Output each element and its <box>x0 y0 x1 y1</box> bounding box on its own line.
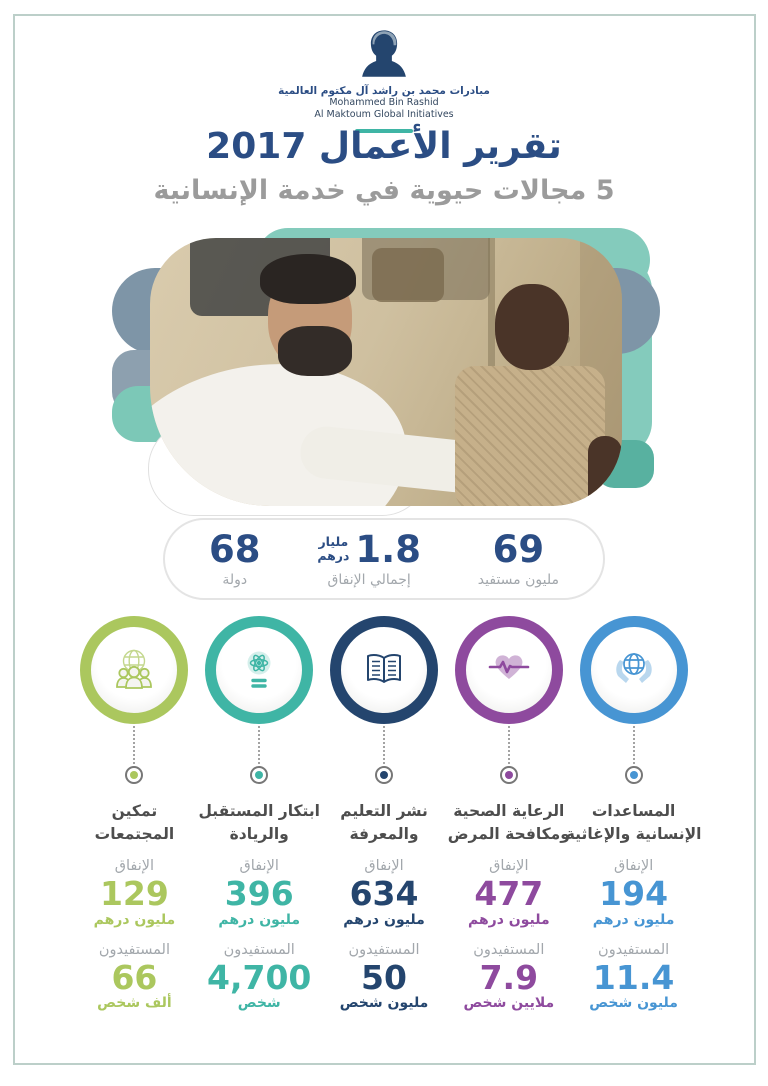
summary-countries-value: 68 <box>209 527 261 571</box>
category-dot <box>125 766 143 784</box>
spending-unit: مليون درهم <box>467 911 550 928</box>
category-name: الرعاية الصحية ومكافحة المرض <box>447 802 570 844</box>
category-column-healthcare <box>446 616 571 1011</box>
category-column-community <box>72 616 197 1011</box>
beneficiaries-label: المستفيدون <box>348 941 420 958</box>
sheikh-figure-hair <box>260 254 356 304</box>
spending-unit: مليون درهم <box>592 911 675 928</box>
sheikh-portrait-icon <box>356 26 412 82</box>
spending-label: الإنفاق <box>489 858 529 874</box>
hero-photo <box>150 238 622 506</box>
category-circle <box>80 616 188 724</box>
category-name: تمكين المجتمعات <box>94 802 175 844</box>
page-title: تقرير الأعمال 2017 <box>206 126 562 167</box>
beneficiaries-value: 66 <box>111 957 158 997</box>
summary-countries-label: دولة <box>222 571 248 588</box>
spending-unit: مليون درهم <box>93 911 176 928</box>
spending-label: الإنفاق <box>364 858 404 874</box>
summary-spending-label: إجمالي الإنفاق <box>327 571 411 588</box>
category-circle <box>330 616 438 724</box>
summary-beneficiaries-value: 69 <box>492 527 545 571</box>
dotted-connector <box>508 726 510 764</box>
beneficiaries-unit: مليون شخص <box>589 995 678 1012</box>
beneficiaries-value: 4,700 <box>207 957 312 997</box>
beneficiaries-unit: ألف شخص <box>97 995 172 1012</box>
photo-vehicle-seat <box>372 248 444 302</box>
dotted-connector <box>258 726 260 764</box>
category-circle <box>455 616 563 724</box>
community-globe-icon <box>110 646 158 694</box>
categories-grid <box>72 616 702 1012</box>
spending-value: 129 <box>99 874 169 913</box>
beneficiaries-unit: ملايين شخص <box>463 995 555 1012</box>
category-dot <box>375 766 393 784</box>
child-figure-body <box>455 366 605 506</box>
spending-value: 477 <box>474 874 544 913</box>
open-book-icon <box>360 646 408 694</box>
category-name: المساعدات الإنسانية والإغاثية <box>565 802 702 844</box>
dotted-connector <box>383 726 385 764</box>
category-name: نشر التعليم والمعرفة <box>340 802 428 844</box>
category-circle <box>580 616 688 724</box>
sheikh-figure-beard <box>278 326 352 376</box>
spending-value: 194 <box>599 874 669 913</box>
logo-english-line2: Al Maktoum Global Initiatives <box>314 109 454 121</box>
beneficiaries-label: المستفيدون <box>473 941 545 958</box>
summary-spending-value: 1.8 <box>355 527 421 571</box>
category-circle <box>205 616 313 724</box>
summary-spending-unit-line2: درهم <box>317 548 350 563</box>
category-dot <box>250 766 268 784</box>
category-column-innovation <box>197 616 322 1011</box>
spending-label: الإنفاق <box>239 858 279 874</box>
beneficiaries-value: 50 <box>361 957 407 997</box>
hero-collage <box>0 228 768 518</box>
beneficiaries-value: 7.9 <box>479 957 539 997</box>
spending-label: الإنفاق <box>114 858 155 874</box>
dotted-connector <box>633 726 635 764</box>
category-dot <box>625 766 643 784</box>
beneficiaries-unit: شخص <box>237 995 281 1012</box>
category-name: ابتكار المستقبل والريادة <box>198 802 320 844</box>
page-subtitle: 5 مجالات حيوية في خدمة الإنسانية <box>153 175 615 206</box>
category-column-education <box>322 616 447 1011</box>
beneficiaries-label: المستفيدون <box>598 941 670 958</box>
spending-label: الإنفاق <box>613 858 654 874</box>
summary-beneficiaries-label: مليون مستفيد <box>477 571 559 588</box>
heart-pulse-icon <box>485 646 533 694</box>
logo-arabic-name: مبادرات محمد بن راشد آل مكتوم العالمية <box>278 85 490 97</box>
category-dot <box>500 766 518 784</box>
beneficiaries-label: المستفيدون <box>223 941 295 958</box>
beneficiaries-unit: مليون شخص <box>339 995 429 1012</box>
child-figure-arm <box>588 436 622 506</box>
spending-value: 396 <box>224 874 294 913</box>
logo-block <box>0 26 768 133</box>
logo-english-line1: Mohammed Bin Rashid <box>329 97 439 108</box>
lightbulb-atom-icon <box>235 646 283 694</box>
beneficiaries-value: 11.4 <box>592 957 675 997</box>
spending-value: 634 <box>349 874 419 913</box>
summary-countries <box>209 527 261 588</box>
summary-beneficiaries <box>477 527 559 588</box>
dotted-connector <box>133 726 135 764</box>
child-figure-head <box>495 284 569 370</box>
spending-unit: مليون درهم <box>343 911 425 928</box>
beneficiaries-label: المستفيدون <box>98 941 170 958</box>
spending-unit: مليون درهم <box>218 911 301 928</box>
summary-spending-unit-line1: مليار <box>318 533 349 549</box>
globe-in-hands-icon <box>610 646 658 694</box>
summary-stats-pill <box>163 518 605 600</box>
category-column-humanitarian-aid <box>565 616 702 1012</box>
summary-spending <box>317 527 421 588</box>
